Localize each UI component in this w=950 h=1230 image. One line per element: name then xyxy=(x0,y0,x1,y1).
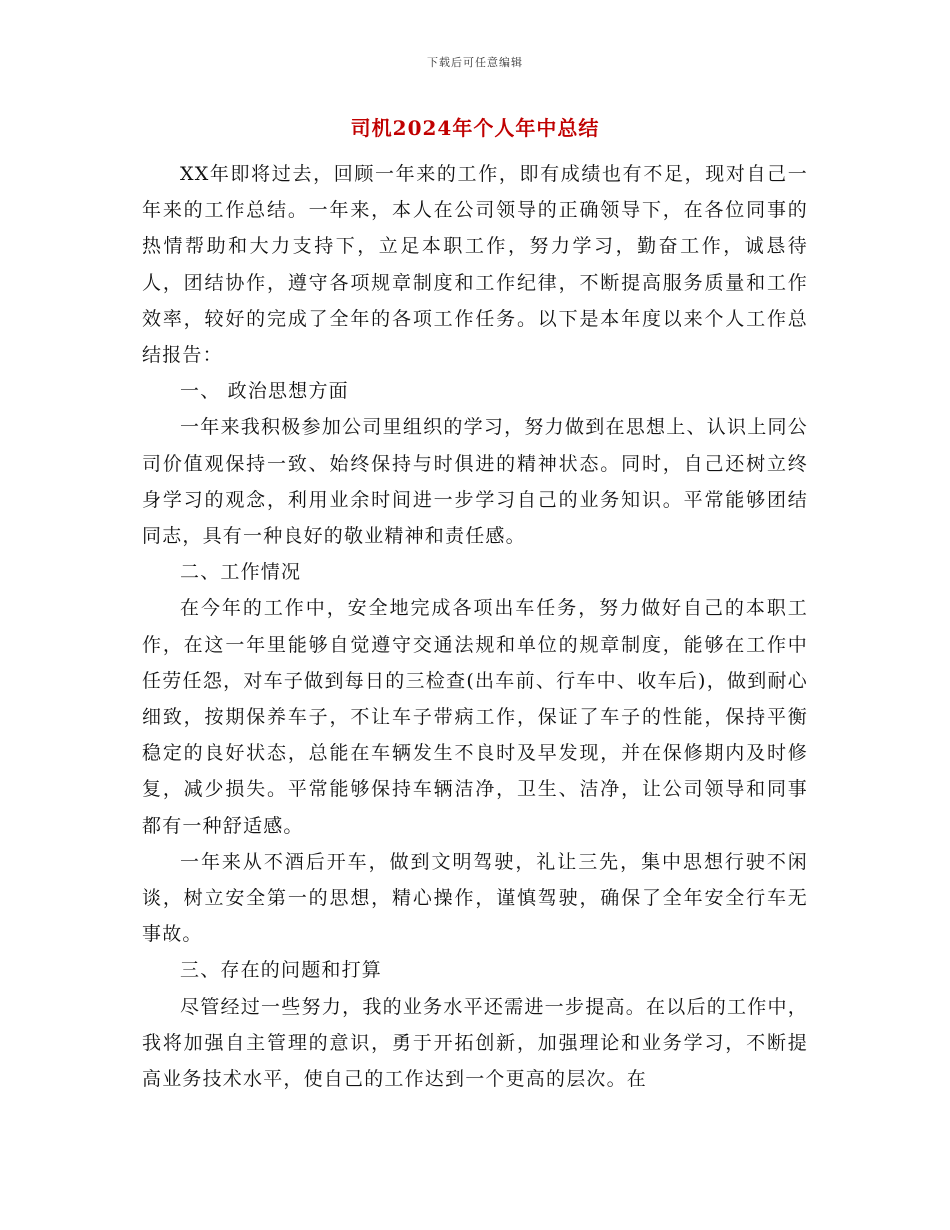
section-heading-political: 一、 政治思想方面 xyxy=(180,380,349,403)
header-note: 下载后可任意编辑 xyxy=(427,56,523,69)
document-body xyxy=(142,156,808,1097)
paragraph-political: 一年来我积极参加公司里组织的学习，努力做到在思想上、认识上同公司价值观保持一致、始终保持与时俱进的精神状态。同时，自己还树立终身学习的观念，利用业余时间进一步学习自己的业务知识。平常能够团结同志，具有一种良好的敬业精神和责任感。 xyxy=(142,416,808,548)
section-heading-problems: 三、存在的问题和打算 xyxy=(180,959,383,982)
document-title: 司机2024年个人年中总结 xyxy=(350,116,600,140)
paragraph-problems: 尽管经过一些努力，我的业务水平还需进一步提高。在以后的工作中，我将加强自主管理的意识，勇于开拓创新，加强理论和业务学习，不断提高业务技术水平，使自己的工作达到一个更高的层次。在 xyxy=(142,995,808,1091)
section-heading-work: 二、工作情况 xyxy=(180,561,302,584)
paragraph-work: 在今年的工作中，安全地完成各项出车任务，努力做好自己的本职工作，在这一年里能够自觉遵守交通法规和单位的规章制度，能够在工作中任劳任怨，对车子做到每日的三检查(出车前、行车中、收车后)，做到耐心细致，按期保养车子，不让车子带病工作，保证了车子的性能，保持平衡稳定的良好状态，总能在车辆发生不良时及早发现，并在保修期内及时修复，减少损失。平常能够保持车辆洁净，卫生、洁净，让公司领导和同事都有一种舒适感。 xyxy=(142,597,808,837)
paragraph-intro: XX年即将过去，回顾一年来的工作，即有成绩也有不足，现对自己一年来的工作总结。一年来，本人在公司领导的正确领导下，在各位同事的热情帮助和大力支持下，立足本职工作，努力学习，勤奋工作，诚恳待人，团结协作，遵守各项规章制度和工作纪律，不断提高服务质量和工作效率，较好的完成了全年的各项工作任务。以下是本年度以来个人工作总结报告： xyxy=(142,163,808,367)
paragraph-safety: 一年来从不酒后开车，做到文明驾驶，礼让三先，集中思想行驶不闲谈，树立安全第一的思想，精心操作，谨慎驾驶，确保了全年安全行车无事故。 xyxy=(142,850,808,946)
